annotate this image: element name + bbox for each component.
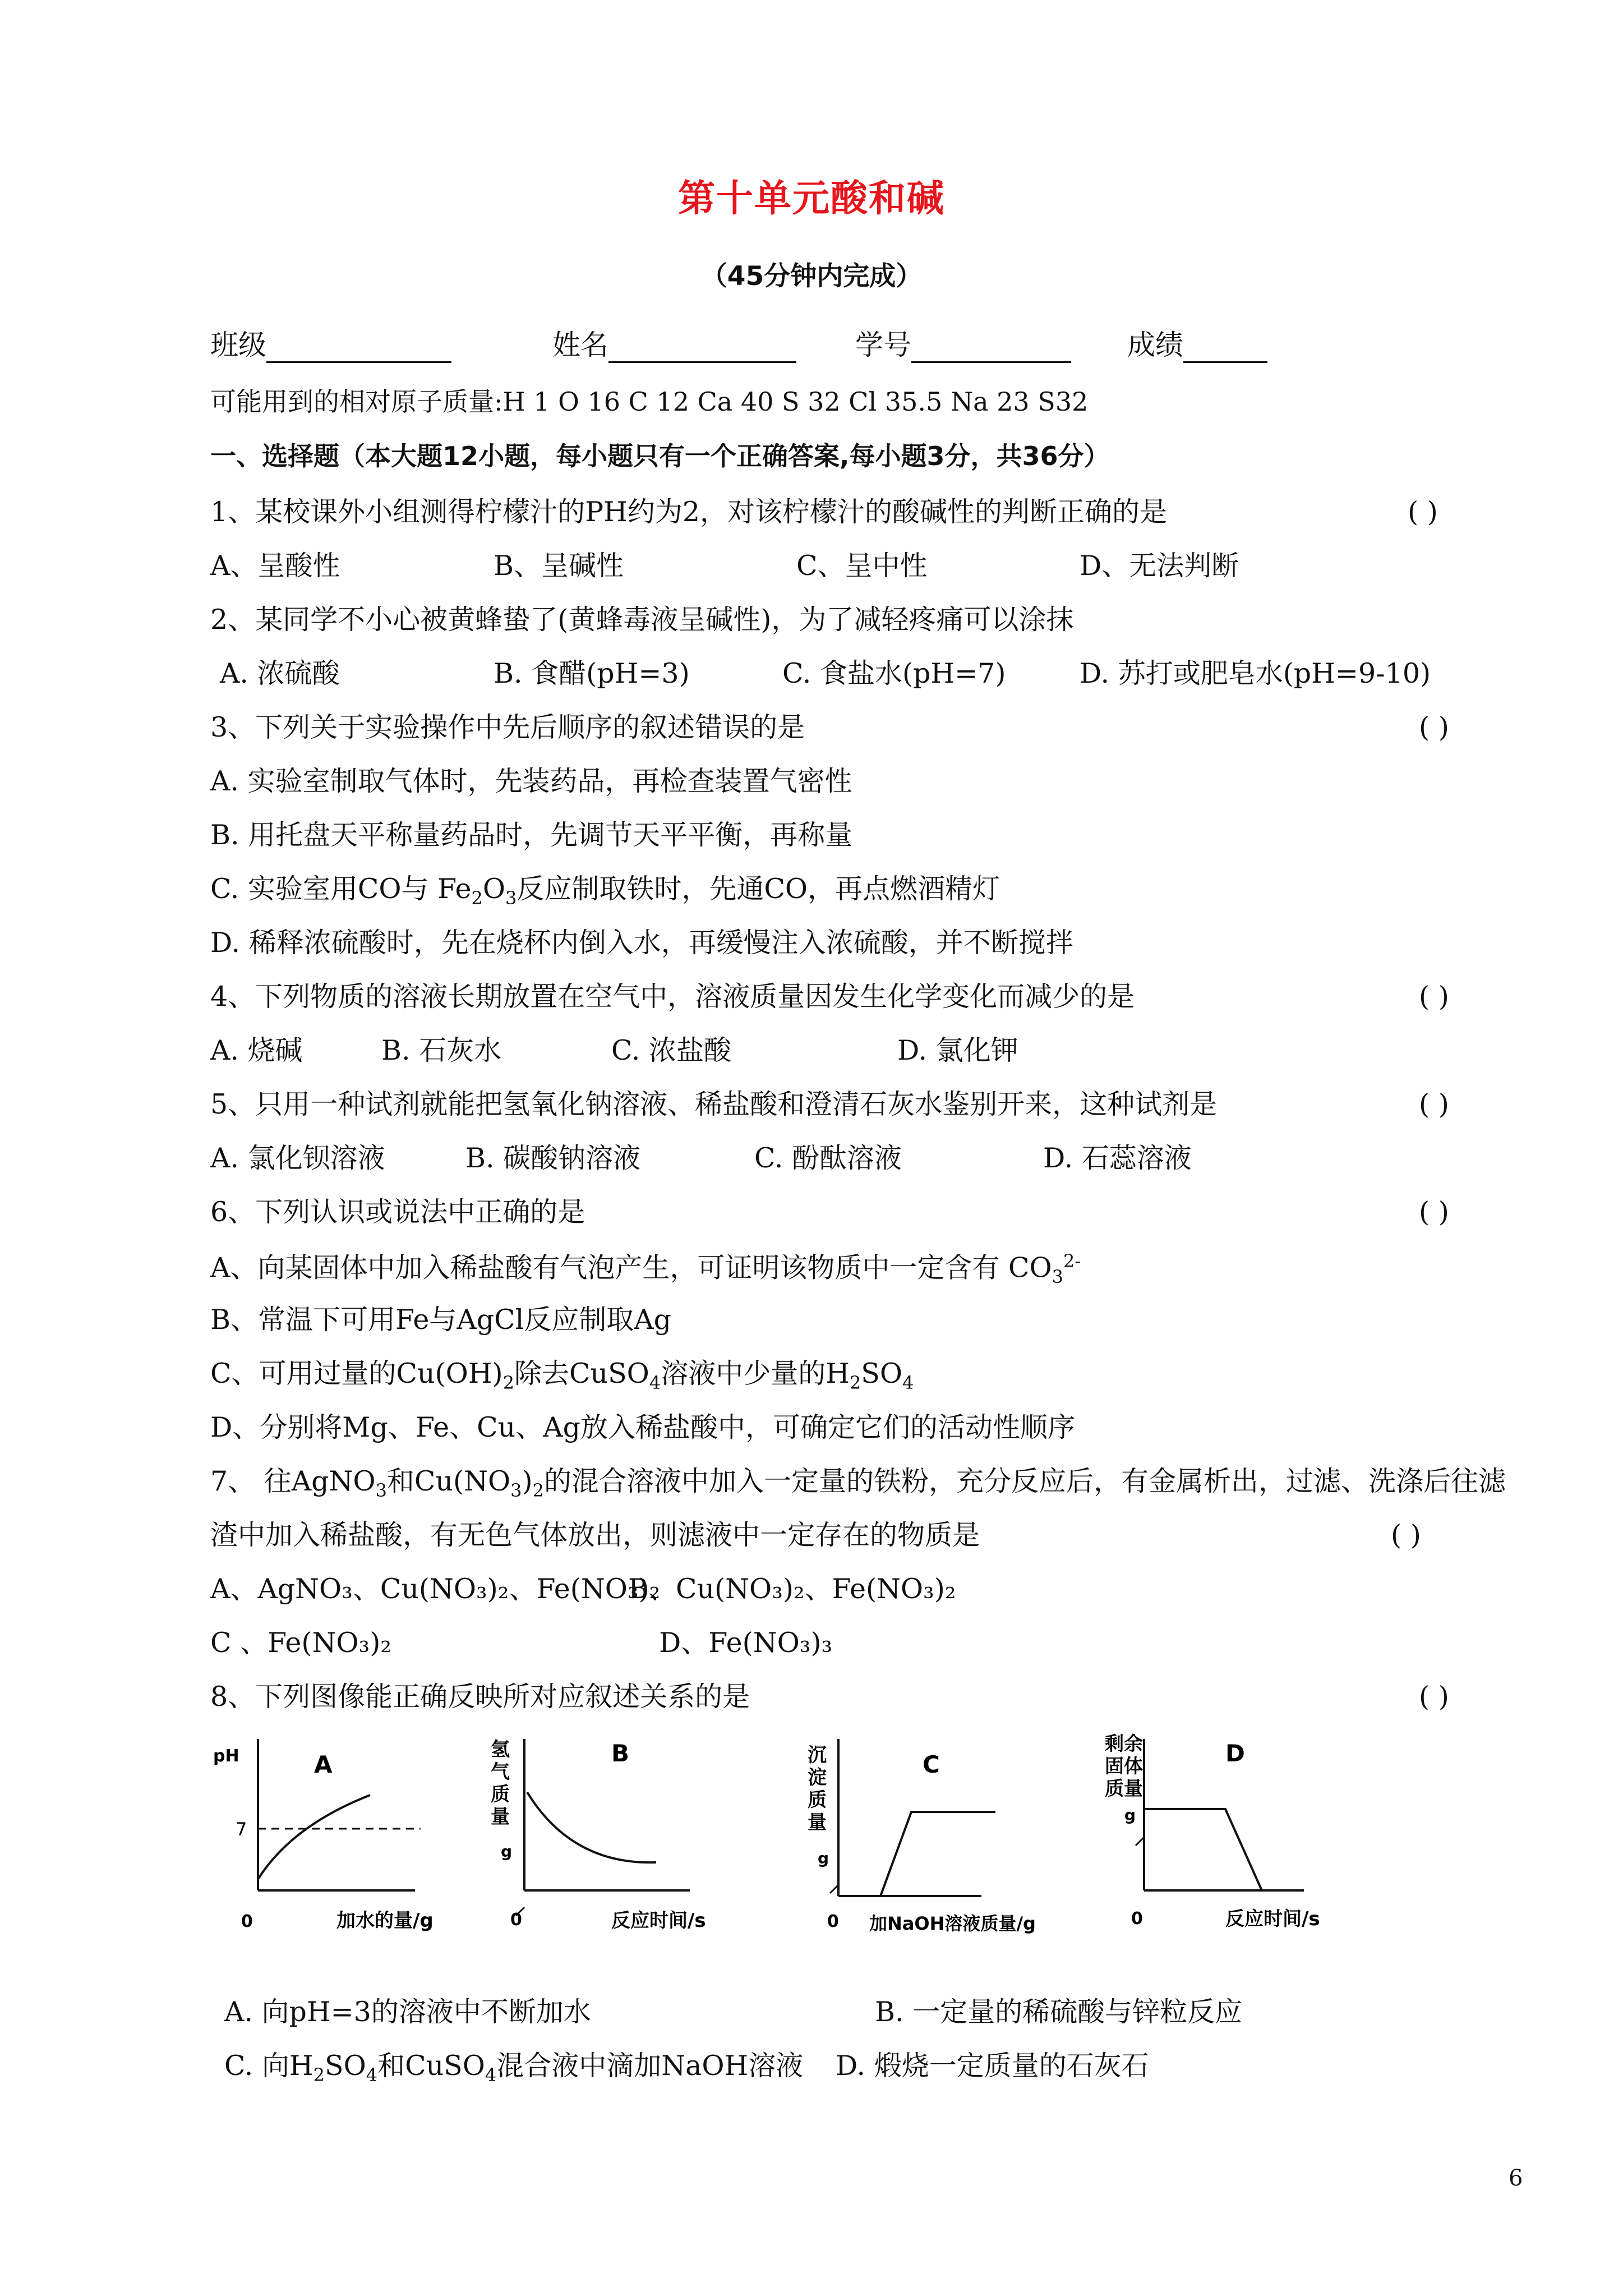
graph-a-letter: A <box>314 1751 333 1778</box>
graph-c-xlabel: 加NaOH溶液质量/g <box>869 1913 1036 1934</box>
graph-b-unit: g <box>501 1842 513 1861</box>
graph-b-ylabel-4: 量 <box>491 1806 510 1828</box>
graph-c-letter: C <box>923 1751 940 1778</box>
q2-option-b: B. 食醋(pH=3) <box>494 657 690 689</box>
graph-c-ylabel-1: 沉 <box>808 1744 827 1766</box>
graph-b-xlabel: 反应时间/s <box>611 1910 706 1932</box>
graph-c-origin: 0 <box>827 1912 839 1931</box>
q4-option-b: B. 石灰水 <box>381 1034 502 1066</box>
q4-option-c: C. 浓盐酸 <box>611 1034 731 1066</box>
q6-option-c: C、可用过量的$Cu(OH)_2$除去CuSO$_4$溶液中少量的$H_2SO_4$ <box>210 1358 914 1393</box>
q1-option-a: A、呈酸性 <box>210 550 340 582</box>
class-label: 班级 <box>210 329 266 361</box>
graph-b-ylabel-2: 气 <box>491 1761 510 1783</box>
answer-bracket[interactable]: ( ) <box>1419 711 1449 743</box>
question-1-stem: 1、某校课外小组测得柠檬汁的PH约为2，对该柠檬汁的酸碱性的判断正确的是 <box>210 496 1168 528</box>
question-7-stem: 7、 往AgNO$_3$和$Cu(NO_3)_2$的混合溶液中加入一定量的铁粉，充分反应后，有金属析出，过滤、洗涤后往滤 <box>210 1465 1506 1501</box>
q7-option-d: D、Fe(NO₃)₃ <box>659 1627 833 1659</box>
question-3-stem: 3、下列关于实验操作中先后顺序的叙述错误的是 <box>210 711 805 743</box>
q3-option-c: C. 实验室用CO与 $Fe_2O_3$反应制取铁时，先通CO，再点燃酒精灯 <box>210 873 1000 909</box>
graph-b-origin: 0 <box>510 1910 522 1930</box>
graph-c-line <box>880 1812 995 1896</box>
graph-a <box>258 1739 421 1890</box>
graph-d <box>1136 1739 1304 1890</box>
answer-bracket[interactable]: ( ) <box>1419 981 1449 1013</box>
section-heading: 一、选择题（本大题12小题，每小题只有一个正确答案,每小题3分，共36分） <box>210 441 1110 471</box>
graph-d-ylabel-2: 固体 <box>1105 1755 1143 1778</box>
q7-option-b: B、Cu(NO₃)₂、Fe(NO₃)₂ <box>628 1573 956 1605</box>
q5-option-c: C. 酚酞溶液 <box>754 1142 902 1174</box>
page-subtitle: （45分钟内完成） <box>700 261 923 292</box>
q5-option-a: A. 氯化钡溶液 <box>210 1142 385 1174</box>
graph-d-line <box>1144 1809 1262 1890</box>
graph-b-letter: B <box>611 1740 630 1767</box>
question-8-stem: 8、下列图像能正确反映所对应叙述关系的是 <box>210 1681 750 1713</box>
graph-c-unit: g <box>818 1849 829 1867</box>
graph-a-origin: 0 <box>241 1912 253 1931</box>
q6-option-d: D、分别将Mg、Fe、Cu、Ag放入稀盐酸中，可确定它们的活动性顺序 <box>210 1411 1075 1443</box>
graph-c-ylabel-3: 质 <box>808 1789 827 1811</box>
q7-option-a: A、AgNO₃、Cu(NO₃)₂、Fe(NO₃)₂ <box>210 1573 661 1605</box>
student-id-field[interactable] <box>855 323 1071 363</box>
q4-option-a: A. 烧碱 <box>210 1034 303 1066</box>
q3-option-d: D. 稀释浓硫酸时，先在烧杯内倒入水，再缓慢注入浓硫酸，并不断搅拌 <box>210 927 1073 959</box>
question-2-stem: 2、某同学不小心被黄蜂蛰了(黄蜂毒液呈碱性)，为了减轻疼痛可以涂抹 <box>210 604 1074 636</box>
graph-c-ylabel-2: 淀 <box>808 1766 827 1789</box>
graph-d-unit: g <box>1124 1806 1136 1824</box>
question-7-stem-cont: 渣中加入稀盐酸，有无色气体放出，则滤液中一定存在的物质是 <box>210 1519 980 1551</box>
graph-c <box>830 1739 995 1896</box>
answer-bracket[interactable]: ( ) <box>1419 1088 1449 1120</box>
graph-b-ylabel-1: 氢 <box>491 1738 510 1761</box>
graph-c-ylabel-4: 量 <box>808 1811 827 1834</box>
q2-option-c: C. 食盐水(pH=7) <box>782 657 1006 689</box>
graph-d-ylabel-1: 剩余 <box>1105 1733 1143 1755</box>
q5-option-d: D. 石蕊溶液 <box>1043 1142 1192 1174</box>
graph-a-ylabel: pH <box>213 1746 239 1766</box>
student-id-label: 学号 <box>855 329 911 361</box>
q7-option-c: C 、Fe(NO₃)₂ <box>210 1627 391 1659</box>
score-field[interactable] <box>1127 323 1267 363</box>
score-label: 成绩 <box>1127 329 1183 361</box>
graph-a-xlabel: 加水的量/g <box>336 1910 434 1932</box>
graphs-svg <box>213 1717 1419 1952</box>
graph-d-letter: D <box>1225 1740 1245 1767</box>
graph-d-origin: 0 <box>1131 1909 1143 1929</box>
graph-a-curve <box>258 1795 370 1879</box>
question-6-stem: 6、下列认识或说法中正确的是 <box>210 1196 585 1228</box>
q1-option-b: B、呈碱性 <box>494 550 624 582</box>
page-number: 6 <box>1509 2165 1523 2191</box>
graph-b-ylabel-3: 质 <box>491 1783 510 1806</box>
q3-option-a: A. 实验室制取气体时，先装药品，再检查装置气密性 <box>210 765 852 797</box>
name-field[interactable] <box>552 323 796 363</box>
answer-bracket[interactable]: ( ) <box>1419 1681 1449 1713</box>
answer-bracket[interactable]: ( ) <box>1391 1519 1421 1551</box>
graph-b-curve <box>527 1792 656 1862</box>
q6-option-a: A、向某固体中加入稀盐酸有气泡产生，可证明该物质中一定含有 $CO_3^{2-}$ <box>210 1250 1081 1288</box>
q8-option-c: C. 向$H_2SO_4$和CuSO$_4$混合液中滴加NaOH溶液 <box>224 2050 804 2086</box>
class-field[interactable] <box>210 323 451 363</box>
q8-option-a: A. 向pH=3的溶液中不断加水 <box>224 1996 591 2028</box>
q4-option-d: D. 氯化钾 <box>897 1034 1018 1066</box>
q1-option-c: C、呈中性 <box>796 550 928 582</box>
name-label: 姓名 <box>552 329 608 361</box>
graph-d-xlabel: 反应时间/s <box>1225 1908 1320 1930</box>
graph-a-tick-7: 7 <box>236 1819 247 1840</box>
atomic-masses: 可能用到的相对原子质量:H 1 O 16 C 12 Ca 40 S 32 Cl 35.5 Na 23 S32 <box>210 386 1089 417</box>
q2-option-d: D. 苏打或肥皂水(pH=9-10) <box>1080 657 1431 689</box>
q8-option-d: D. 煅烧一定质量的石灰石 <box>836 2050 1149 2082</box>
page-title: 第十单元酸和碱 <box>678 177 945 220</box>
q6-option-b: B、常温下可用Fe与AgCl反应制取Ag <box>210 1304 671 1336</box>
q1-option-d: D、无法判断 <box>1080 550 1239 582</box>
graph-row <box>213 1717 1419 1952</box>
answer-bracket[interactable]: ( ) <box>1408 496 1438 528</box>
graph-d-ylabel-3: 质量 <box>1105 1778 1143 1800</box>
question-4-stem: 4、下列物质的溶液长期放置在空气中，溶液质量因发生化学变化而减少的是 <box>210 981 1135 1013</box>
q2-option-a: A. 浓硫酸 <box>220 657 340 689</box>
q3-option-b: B. 用托盘天平称量药品时，先调节天平平衡，再称量 <box>210 819 853 851</box>
answer-bracket[interactable]: ( ) <box>1419 1196 1449 1228</box>
graph-b <box>516 1739 690 1916</box>
q5-option-b: B. 碳酸钠溶液 <box>465 1142 641 1174</box>
question-5-stem: 5、只用一种试剂就能把氢氧化钠溶液、稀盐酸和澄清石灰水鉴别开来，这种试剂是 <box>210 1088 1218 1120</box>
q8-option-b: B. 一定量的稀硫酸与锌粒反应 <box>875 1996 1243 2028</box>
